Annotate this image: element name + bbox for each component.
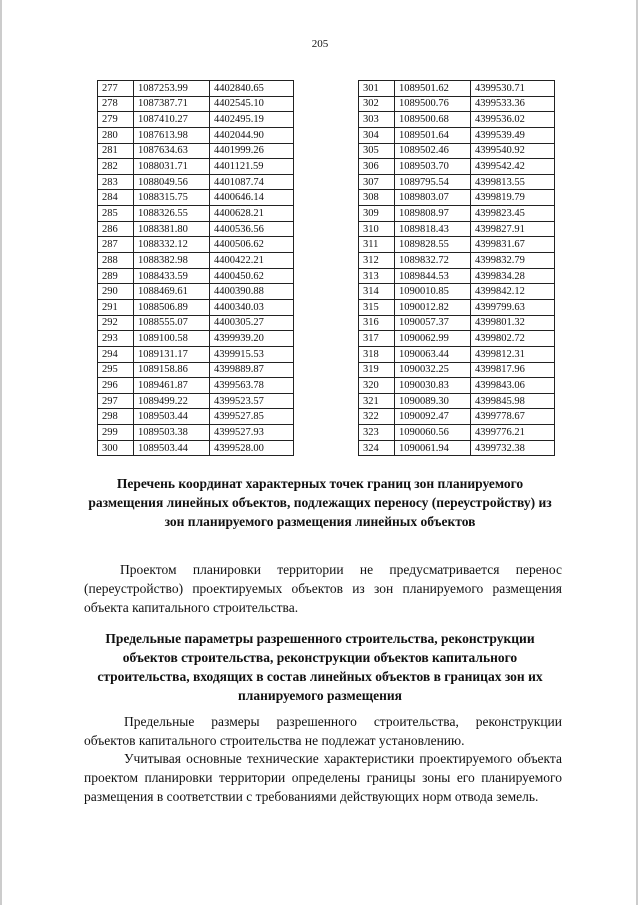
coordinate-x-cell: 1090030.83 — [395, 378, 471, 394]
point-number-cell: 277 — [98, 81, 134, 97]
point-number-cell: 293 — [98, 331, 134, 347]
point-number-cell: 282 — [98, 159, 134, 175]
point-number-cell: 296 — [98, 378, 134, 394]
point-number-cell: 302 — [359, 96, 395, 112]
coordinate-x-cell: 1088555.07 — [134, 315, 210, 331]
table-row — [98, 346, 294, 362]
coordinate-x-cell: 1087387.71 — [134, 96, 210, 112]
coordinate-x-cell: 1090061.94 — [395, 440, 471, 456]
table-row — [359, 409, 555, 425]
point-number-cell: 316 — [359, 315, 395, 331]
coordinate-y-cell: 4399536.02 — [471, 112, 555, 128]
coordinate-x-cell: 1090092.47 — [395, 409, 471, 425]
table-row — [359, 112, 555, 128]
coordinate-x-cell: 1089503.70 — [395, 159, 471, 175]
table-row — [98, 284, 294, 300]
coordinate-y-cell: 4400390.88 — [210, 284, 294, 300]
coordinate-y-cell: 4401999.26 — [210, 143, 294, 159]
coordinate-x-cell: 1090010.85 — [395, 284, 471, 300]
coordinate-x-cell: 1088031.71 — [134, 159, 210, 175]
coordinate-y-cell: 4399889.87 — [210, 362, 294, 378]
paragraph-no-relocation: Проектом планировки территории не предусматривается перенос (переустройство) проектируемых объектов из зон планируемого размещения объекта капитального строительства. — [84, 562, 562, 615]
table-row — [98, 112, 294, 128]
point-number-cell: 295 — [98, 362, 134, 378]
scan-edge-left — [0, 0, 2, 905]
coordinate-x-cell: 1088469.61 — [134, 284, 210, 300]
table-row — [359, 143, 555, 159]
coordinate-y-cell: 4399817.96 — [471, 362, 555, 378]
table-row — [359, 206, 555, 222]
coordinate-x-cell: 1088382.98 — [134, 253, 210, 269]
point-number-cell: 311 — [359, 237, 395, 253]
coordinate-x-cell: 1089501.62 — [395, 81, 471, 97]
coordinate-y-cell: 4401121.59 — [210, 159, 294, 175]
coordinate-y-cell: 4400340.03 — [210, 299, 294, 315]
coordinate-y-cell: 4399539.49 — [471, 127, 555, 143]
coordinate-y-cell: 4402495.19 — [210, 112, 294, 128]
coordinate-x-cell: 1090012.82 — [395, 299, 471, 315]
point-number-cell: 310 — [359, 221, 395, 237]
coordinate-x-cell: 1090062.99 — [395, 331, 471, 347]
table-row — [98, 159, 294, 175]
table-row — [98, 331, 294, 347]
coordinate-y-cell: 4400628.21 — [210, 206, 294, 222]
table-row — [359, 237, 555, 253]
point-number-cell: 306 — [359, 159, 395, 175]
table-row — [98, 253, 294, 269]
point-number-cell: 304 — [359, 127, 395, 143]
table-row — [98, 237, 294, 253]
coordinates-table-right — [358, 80, 555, 456]
table-row — [98, 268, 294, 284]
table-row — [359, 299, 555, 315]
table-row — [98, 221, 294, 237]
coordinate-x-cell: 1090063.44 — [395, 346, 471, 362]
table-row — [359, 440, 555, 456]
point-number-cell: 298 — [98, 409, 134, 425]
coordinate-x-cell: 1089499.22 — [134, 393, 210, 409]
point-number-cell: 315 — [359, 299, 395, 315]
table-row — [359, 284, 555, 300]
coordinate-x-cell: 1089818.43 — [395, 221, 471, 237]
table-row — [359, 378, 555, 394]
coordinate-y-cell: 4399799.63 — [471, 299, 555, 315]
scan-edge-right — [636, 0, 638, 905]
coordinate-x-cell: 1089503.44 — [134, 440, 210, 456]
point-number-cell: 321 — [359, 393, 395, 409]
table-row — [359, 331, 555, 347]
coordinate-y-cell: 4399802.72 — [471, 331, 555, 347]
point-number-cell: 279 — [98, 112, 134, 128]
point-number-cell: 301 — [359, 81, 395, 97]
coordinate-x-cell: 1089500.76 — [395, 96, 471, 112]
coordinate-x-cell: 1090032.25 — [395, 362, 471, 378]
coordinate-y-cell: 4399542.42 — [471, 159, 555, 175]
table-row — [98, 299, 294, 315]
point-number-cell: 318 — [359, 346, 395, 362]
coordinate-x-cell: 1089461.87 — [134, 378, 210, 394]
paragraph-limit-sizes: Предельные размеры разрешенного строительства, реконструкции объектов капитального строительства не подлежат установлению. — [84, 714, 562, 748]
coordinates-table-left — [97, 80, 294, 456]
point-number-cell: 312 — [359, 253, 395, 269]
coordinate-x-cell: 1089503.38 — [134, 425, 210, 441]
heading-limit-parameters: Предельные параметры разрешенного строительства, реконструкции объектов строительства, реконструкции объектов капитального строительства, входящих в состав линейных объектов в границах зон их планируемого размещения — [97, 631, 543, 703]
coordinate-x-cell: 1087634.63 — [134, 143, 210, 159]
table-row — [98, 96, 294, 112]
coordinate-x-cell: 1089832.72 — [395, 253, 471, 269]
table-row — [98, 206, 294, 222]
coordinate-x-cell: 1088433.59 — [134, 268, 210, 284]
coordinate-y-cell: 4399527.85 — [210, 409, 294, 425]
coordinate-x-cell: 1090057.37 — [395, 315, 471, 331]
point-number-cell: 291 — [98, 299, 134, 315]
coordinate-x-cell: 1087410.27 — [134, 112, 210, 128]
point-number-cell: 314 — [359, 284, 395, 300]
table-row — [359, 362, 555, 378]
coordinate-y-cell: 4399915.53 — [210, 346, 294, 362]
coordinate-y-cell: 4399827.91 — [471, 221, 555, 237]
point-number-cell: 290 — [98, 284, 134, 300]
coordinate-x-cell: 1089100.58 — [134, 331, 210, 347]
coordinate-x-cell: 1089828.55 — [395, 237, 471, 253]
coordinate-y-cell: 4399939.20 — [210, 331, 294, 347]
page-number: 205 — [311, 38, 329, 50]
coordinate-y-cell: 4399778.67 — [471, 409, 555, 425]
coordinate-y-cell: 4399527.93 — [210, 425, 294, 441]
table-row — [98, 425, 294, 441]
coordinate-x-cell: 1088506.89 — [134, 299, 210, 315]
table-row — [98, 362, 294, 378]
point-number-cell: 317 — [359, 331, 395, 347]
coordinate-x-cell: 1089808.97 — [395, 206, 471, 222]
table-row — [359, 425, 555, 441]
point-number-cell: 289 — [98, 268, 134, 284]
coordinate-x-cell: 1089803.07 — [395, 190, 471, 206]
coordinate-x-cell: 1088332.12 — [134, 237, 210, 253]
coordinate-x-cell: 1087253.99 — [134, 81, 210, 97]
table-row — [359, 393, 555, 409]
table-row — [359, 190, 555, 206]
coordinate-y-cell: 4400536.56 — [210, 221, 294, 237]
coordinate-y-cell: 4399563.78 — [210, 378, 294, 394]
table-row — [98, 440, 294, 456]
coordinate-y-cell: 4399812.31 — [471, 346, 555, 362]
coordinate-y-cell: 4399823.45 — [471, 206, 555, 222]
coordinate-y-cell: 4399801.32 — [471, 315, 555, 331]
coordinate-x-cell: 1089500.68 — [395, 112, 471, 128]
coordinate-x-cell: 1087613.98 — [134, 127, 210, 143]
coordinate-x-cell: 1088315.75 — [134, 190, 210, 206]
point-number-cell: 286 — [98, 221, 134, 237]
coordinate-x-cell: 1089158.86 — [134, 362, 210, 378]
point-number-cell: 285 — [98, 206, 134, 222]
coordinate-y-cell: 4401087.74 — [210, 174, 294, 190]
point-number-cell: 287 — [98, 237, 134, 253]
point-number-cell: 313 — [359, 268, 395, 284]
coordinate-y-cell: 4399540.92 — [471, 143, 555, 159]
table-row — [359, 174, 555, 190]
table-row — [359, 96, 555, 112]
table-row — [359, 346, 555, 362]
coordinate-y-cell: 4400305.27 — [210, 315, 294, 331]
table-row — [98, 174, 294, 190]
coordinate-x-cell: 1089501.64 — [395, 127, 471, 143]
coordinate-y-cell: 4399819.79 — [471, 190, 555, 206]
coordinate-y-cell: 4402545.10 — [210, 96, 294, 112]
coordinate-y-cell: 4399732.38 — [471, 440, 555, 456]
coordinate-y-cell: 4400450.62 — [210, 268, 294, 284]
coordinate-x-cell: 1088326.55 — [134, 206, 210, 222]
table-row — [359, 127, 555, 143]
coordinate-y-cell: 4399832.79 — [471, 253, 555, 269]
coordinate-y-cell: 4399523.57 — [210, 393, 294, 409]
paragraph-boundaries: Учитывая основные технические характеристики проектируемого объекта проектом планировки территории определены границы зоны его планируемого размещения в соответствии с требованиями действующих норм отвода земель. — [84, 751, 562, 804]
coordinate-y-cell: 4402840.65 — [210, 81, 294, 97]
coordinate-y-cell: 4400422.21 — [210, 253, 294, 269]
coordinate-x-cell: 1089795.54 — [395, 174, 471, 190]
coordinate-y-cell: 4399834.28 — [471, 268, 555, 284]
coordinate-y-cell: 4399845.98 — [471, 393, 555, 409]
coordinate-y-cell: 4402044.90 — [210, 127, 294, 143]
point-number-cell: 284 — [98, 190, 134, 206]
table-row — [98, 409, 294, 425]
point-number-cell: 294 — [98, 346, 134, 362]
coordinate-y-cell: 4399776.21 — [471, 425, 555, 441]
point-number-cell: 300 — [98, 440, 134, 456]
coordinate-y-cell: 4399831.67 — [471, 237, 555, 253]
point-number-cell: 292 — [98, 315, 134, 331]
coordinate-x-cell: 1089131.17 — [134, 346, 210, 362]
point-number-cell: 297 — [98, 393, 134, 409]
point-number-cell: 322 — [359, 409, 395, 425]
table-row — [359, 268, 555, 284]
table-row — [98, 378, 294, 394]
coordinate-x-cell: 1089844.53 — [395, 268, 471, 284]
coordinate-y-cell: 4399530.71 — [471, 81, 555, 97]
coordinate-x-cell: 1088381.80 — [134, 221, 210, 237]
point-number-cell: 323 — [359, 425, 395, 441]
table-row — [359, 159, 555, 175]
point-number-cell: 278 — [98, 96, 134, 112]
point-number-cell: 299 — [98, 425, 134, 441]
coordinate-y-cell: 4399843.06 — [471, 378, 555, 394]
coordinate-x-cell: 1090089.30 — [395, 393, 471, 409]
point-number-cell: 308 — [359, 190, 395, 206]
coordinate-x-cell: 1089502.46 — [395, 143, 471, 159]
table-row — [359, 253, 555, 269]
table-row — [359, 315, 555, 331]
coordinate-x-cell: 1090060.56 — [395, 425, 471, 441]
coordinate-x-cell: 1089503.44 — [134, 409, 210, 425]
point-number-cell: 309 — [359, 206, 395, 222]
table-row — [359, 221, 555, 237]
point-number-cell: 303 — [359, 112, 395, 128]
point-number-cell: 283 — [98, 174, 134, 190]
coordinate-y-cell: 4399842.12 — [471, 284, 555, 300]
point-number-cell: 320 — [359, 378, 395, 394]
coordinate-y-cell: 4400506.62 — [210, 237, 294, 253]
point-number-cell: 288 — [98, 253, 134, 269]
table-row — [98, 393, 294, 409]
coordinate-x-cell: 1088049.56 — [134, 174, 210, 190]
coordinate-y-cell: 4399528.00 — [210, 440, 294, 456]
table-row — [98, 315, 294, 331]
point-number-cell: 307 — [359, 174, 395, 190]
point-number-cell: 281 — [98, 143, 134, 159]
coordinate-y-cell: 4399533.36 — [471, 96, 555, 112]
table-row — [359, 81, 555, 97]
table-row — [98, 190, 294, 206]
point-number-cell: 305 — [359, 143, 395, 159]
table-row — [98, 127, 294, 143]
table-row — [98, 143, 294, 159]
point-number-cell: 280 — [98, 127, 134, 143]
coordinate-y-cell: 4400646.14 — [210, 190, 294, 206]
point-number-cell: 324 — [359, 440, 395, 456]
heading-coordinates-list: Перечень координат характерных точек границ зон планируемого размещения линейных объектов, подлежащих переносу (переустройству) из зон планируемого размещения линейных объектов — [88, 476, 552, 529]
table-row — [98, 81, 294, 97]
coordinate-y-cell: 4399813.55 — [471, 174, 555, 190]
point-number-cell: 319 — [359, 362, 395, 378]
